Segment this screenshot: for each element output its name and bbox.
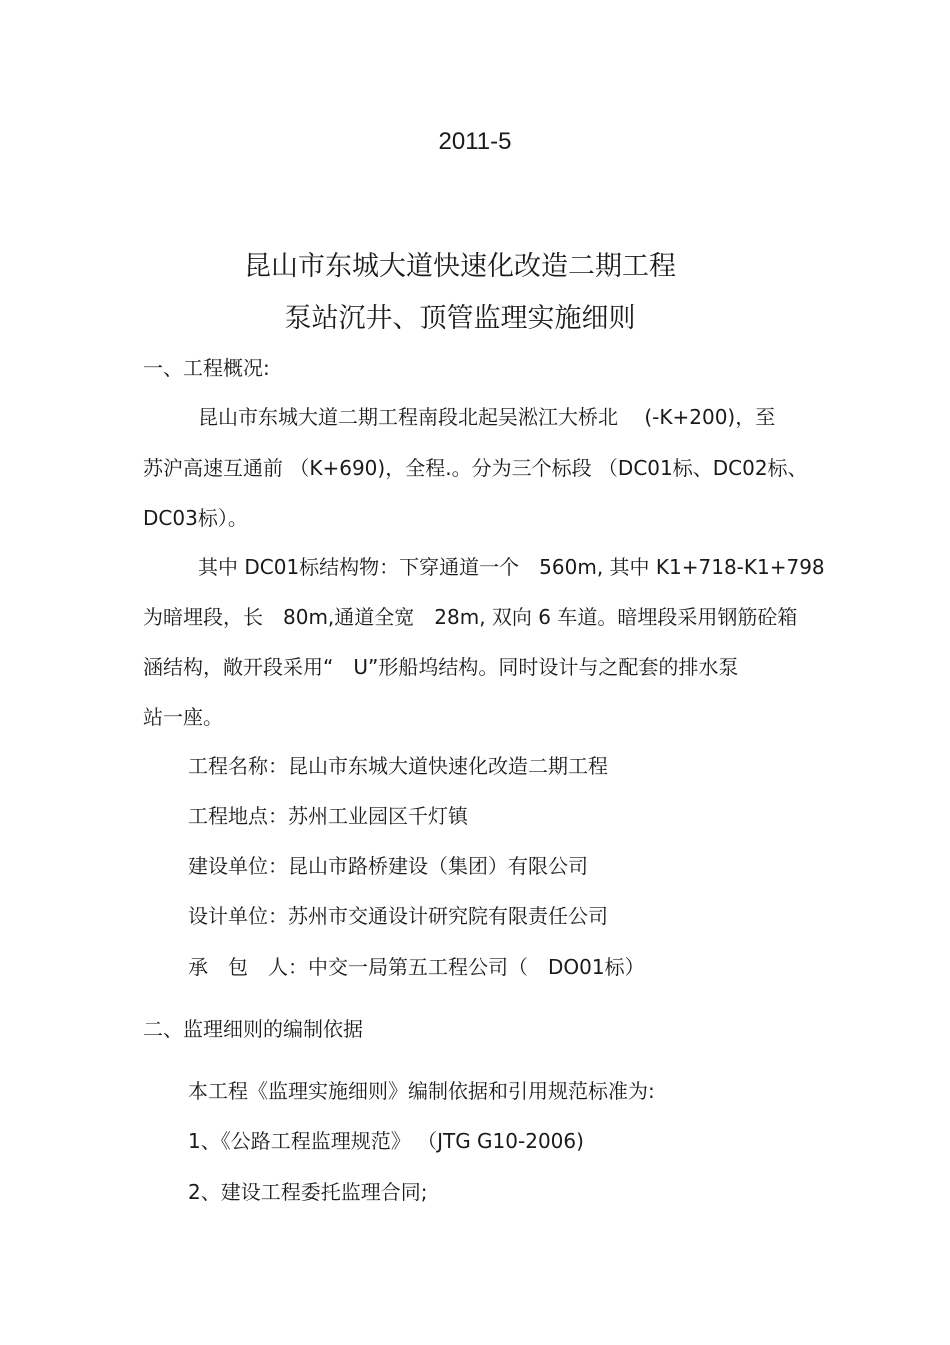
basis-item-1: 1、《公路工程监理规范》 （JTG G10-2006) (188, 1129, 584, 1153)
overview-para1-line3: DC03标）。 (143, 506, 248, 530)
info-project-name: 工程名称：昆山市东城大道快速化改造二期工程 (188, 754, 608, 778)
info-project-location: 工程地点：苏州工业园区千灯镇 (188, 804, 468, 828)
overview-para2-line1: 其中 DC01标结构物：下穿通道一个 560m, 其中 K1+718-K1+798 (198, 555, 825, 579)
section2-heading: 二、监理细则的编制依据 (143, 1017, 363, 1041)
basis-intro: 本工程《监理实施细则》编制依据和引用规范标准为: (188, 1079, 655, 1103)
overview-para2-line4: 站一座。 (143, 705, 223, 729)
overview-para2-line2: 为暗埋段，长 80m,通道全宽 28m, 双向 6 车道。暗埋段采用钢筋砼箱 (143, 605, 798, 629)
basis-item-2: 2、建设工程委托监理合同; (188, 1180, 428, 1204)
section1-heading: 一、工程概况: (143, 356, 270, 380)
document-date: 2011-5 (438, 128, 512, 155)
overview-para1-line1: 昆山市东城大道二期工程南段北起吴淞江大桥北 (-K+200)，至 (198, 405, 776, 429)
info-design-unit: 设计单位：苏州市交通设计研究院有限责任公司 (188, 904, 608, 928)
info-contractor: 承 包 人：中交一局第五工程公司（ DO01标） (188, 955, 645, 979)
document-title-line2: 泵站沉井、顶管监理实施细则 (284, 303, 636, 334)
info-construction-unit: 建设单位：昆山市路桥建设（集团）有限公司 (188, 854, 588, 878)
document-title-line1: 昆山市东城大道快速化改造二期工程 (244, 251, 676, 282)
overview-para1-line2: 苏沪高速互通前 （K+690)，全程.。分为三个标段 （DC01标、DC02标、 (143, 456, 808, 480)
overview-para2-line3: 涵结构，敞开段采用“ U”形船坞结构。同时设计与之配套的排水泵 (143, 655, 739, 679)
